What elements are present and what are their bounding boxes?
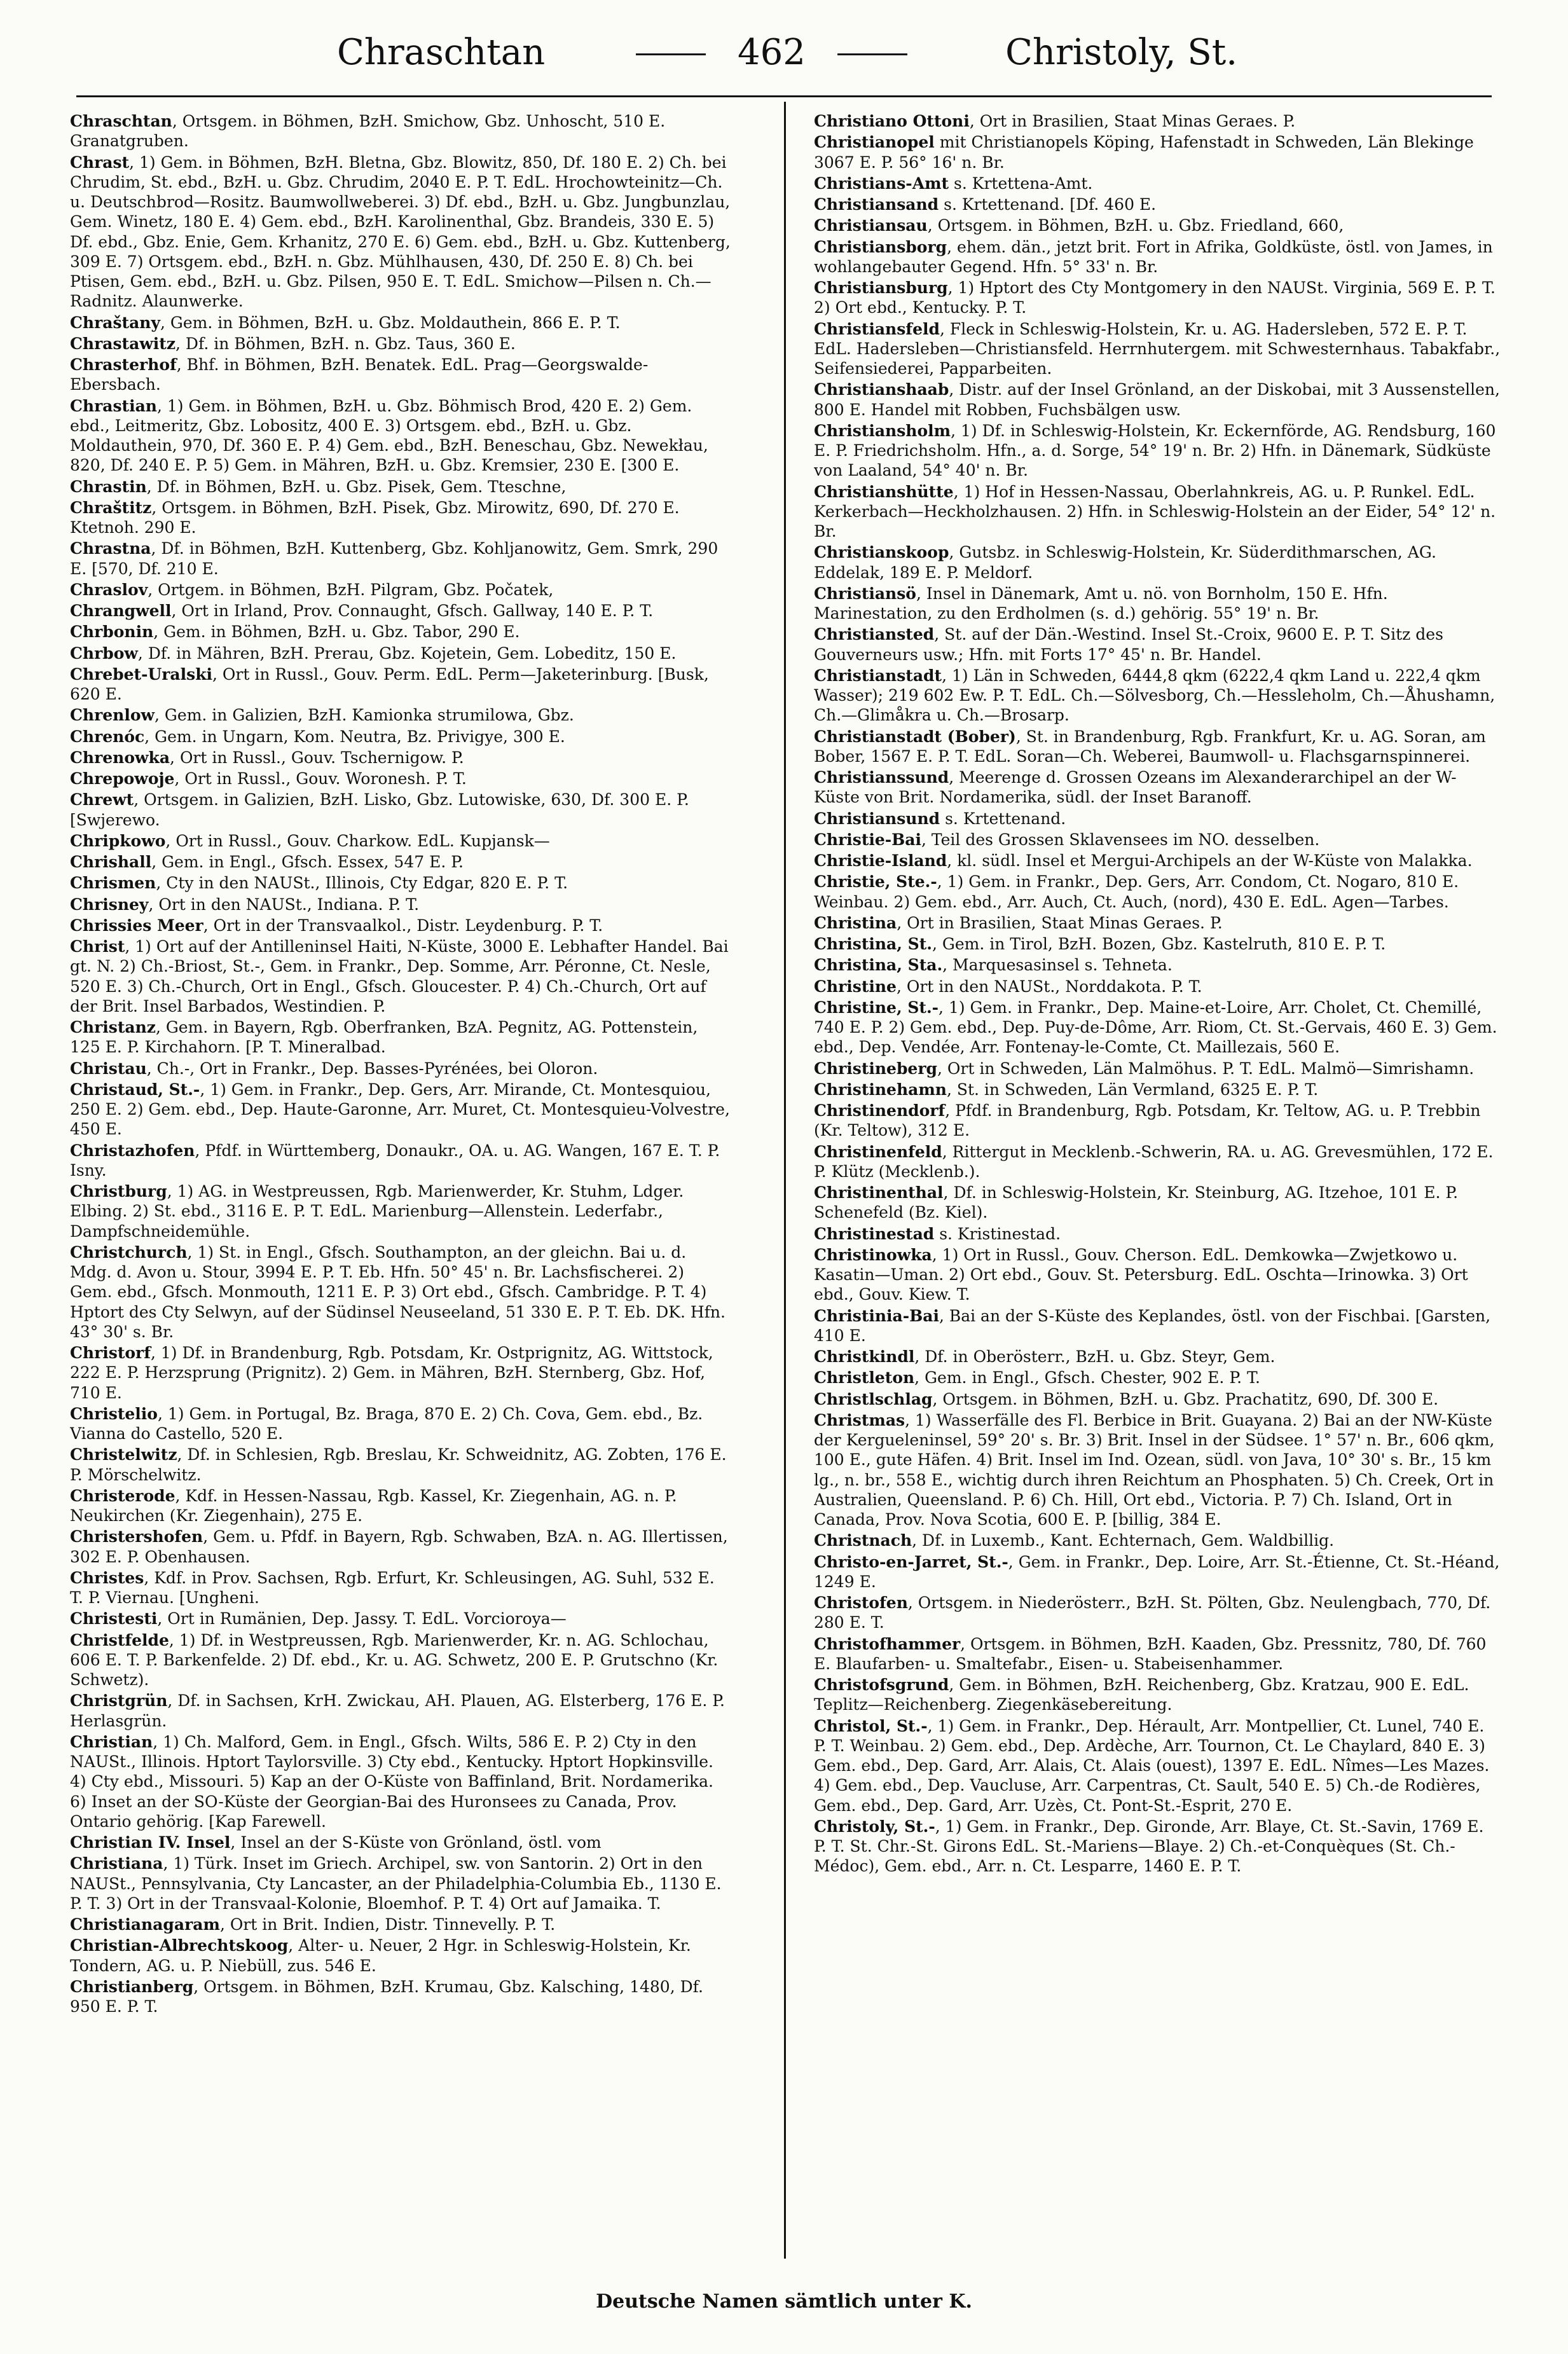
entry-headword: Chrastin — [70, 477, 147, 496]
dictionary-entry — [814, 278, 1501, 318]
dictionary-entry — [70, 1568, 731, 1608]
dictionary-entry — [814, 1552, 1501, 1592]
dictionary-entry — [70, 769, 731, 788]
entry-text: , 1) Hptort des Cty Montgomery in den NAUSt. Virginia, 569 E. P. T. 2) Ort ebd., Kentucky. P. T. — [814, 279, 1496, 317]
entry-text: , 1) Türk. Inset im Griech. Archipel, sw. von Santorin. 2) Ort in den NAUSt., Pennsylvania, Cty Lancaster, an der Philadelphia-Columbia Eb., 1130 E. P. T. 3) Ort in der Transvaal-Kolonie, Bloemhof. P. T. 4) Ort auf Jamaika. T. — [70, 1854, 722, 1913]
entry-text: , Gem. in Frankr., Dep. Loire, Arr. St.-Étienne, Ct. St.-Héand, 1249 E. — [814, 1552, 1500, 1591]
entry-text: , Meerenge d. Grossen Ozeans im Alexanderarchipel an der W-Küste von Brit. Nordamerika, südl. der Inset Baranoff. — [814, 768, 1457, 807]
dictionary-entry — [70, 1527, 731, 1567]
page-footer: Deutsche Namen sämtlich unter K. — [596, 2290, 972, 2313]
entry-text: , Insel in Dänemark, Amt u. nö. von Bornholm, 150 E. Hfn. Marinestation, zu den Erdholmen (s. d.) gehörig. 55° 19' n. Br. — [814, 584, 1388, 623]
entry-headword: Chraštany — [70, 313, 160, 332]
entry-headword: Christina — [814, 913, 897, 932]
dictionary-entry — [70, 916, 731, 935]
entry-headword: Chrewt — [70, 790, 134, 809]
dictionary-entry — [814, 421, 1501, 481]
dictionary-entry — [814, 1101, 1501, 1141]
entry-headword: Chraslov — [70, 580, 148, 599]
entry-text: , 1) Df. in Westpreussen, Rgb. Marienwerder, Kr. n. AG. Schlochau, 606 E. T. P. Barkenfelde. 2) Df. ebd., Kr. u. AG. Schwetz, 200 E. P. Grutschno (Kr. Schwetz). — [70, 1630, 719, 1689]
dictionary-entry — [814, 1347, 1501, 1366]
dictionary-entry — [814, 1675, 1501, 1715]
entry-headword: Chrisney — [70, 895, 149, 914]
entry-text: , Alter- u. Neuer, 2 Hgr. in Schleswig-Holstein, Kr. Tondern, AG. u. P. Niebüll, zus. 546 E. — [70, 1936, 691, 1975]
entry-text: , Gem. in Bayern, Rgb. Oberfranken, BzA. Pegnitz, AG. Pottenstein, 125 E. P. Kirchahorn. [P. T. Mineralbad. — [70, 1018, 698, 1057]
dictionary-entry — [814, 1368, 1501, 1387]
entry-text: , Df. in Mähren, BzH. Prerau, Gbz. Kojetein, Gem. Lobeditz, 150 E. — [137, 644, 677, 663]
entry-text: , Ortsgem. in Böhmen, BzH. Krumau, Gbz. Kalsching, 1480, Df. 950 E. P. T. — [70, 1977, 703, 2016]
dictionary-entry — [814, 1306, 1501, 1346]
column-separator — [784, 102, 786, 2259]
dictionary-entry — [814, 1531, 1501, 1550]
dictionary-entry — [70, 1609, 731, 1628]
entry-headword: Christleton — [814, 1368, 915, 1387]
entry-text: , 1) Df. in Brandenburg, Rgb. Potsdam, Kr. Ostprignitz, AG. Wittstock, 222 E. P. Herzsprung (Prignitz). 2) Gem. in Mähren, BzH. Sternberg, Gbz. Hof, 710 E. — [70, 1344, 713, 1402]
dictionary-entry — [70, 831, 731, 851]
entry-text: , Df. in Schlesien, Rgb. Breslau, Kr. Schweidnitz, AG. Zobten, 176 E. P. Mörschelwitz. — [70, 1445, 727, 1484]
entry-headword: Christinia-Bai — [814, 1306, 939, 1325]
dictionary-entry — [814, 872, 1501, 912]
entry-text: , 1) Gem. in Frankr., Dep. Gers, Arr. Condom, Ct. Nogaro, 810 E. Weinbau. 2) Gem. ebd., Arr. Auch, Ct. Auch, (nord), 430 E. EdL. Agen—Tarbes. — [814, 872, 1459, 911]
entry-headword: Chrast — [70, 153, 130, 172]
right-column — [814, 111, 1501, 2229]
entry-headword: Chrbonin — [70, 623, 154, 642]
dictionary-entry — [814, 1716, 1501, 1815]
entry-headword: Chrissies Meer — [70, 916, 203, 935]
entry-text: mit Christianopels Köping, Hafenstadt in Schweden, Län Blekinge 3067 E. P. 56° 16' n. Br. — [814, 133, 1474, 172]
entry-headword: Christineberg — [814, 1059, 937, 1078]
entry-headword: Christofen — [814, 1593, 908, 1612]
page-number: 462 — [738, 32, 806, 73]
entry-text: , Bai an der S-Küste des Keplandes, östl. von der Fischbai. [Garsten, 410 E. — [814, 1306, 1491, 1345]
dictionary-entry — [814, 1080, 1501, 1099]
entry-text: , Distr. auf der Insel Grönland, an der Diskobai, mit 3 Aussenstellen, 800 E. Handel mit Robben, Fuchsbälgen usw. — [814, 380, 1500, 419]
entry-text: , Df. in Luxemb., Kant. Echternach, Gem. Waldbillig. — [912, 1531, 1335, 1550]
entry-headword: Chrastian — [70, 396, 157, 415]
entry-headword: Christine, St.- — [814, 998, 939, 1017]
entry-headword: Chrenowka — [70, 748, 170, 767]
dictionary-entry — [70, 396, 731, 476]
entry-headword: Christesti — [70, 1609, 158, 1628]
entry-headword: Chrastawitz — [70, 334, 176, 353]
entry-headword: Christianshütte — [814, 482, 954, 501]
dictionary-entry — [814, 1245, 1501, 1305]
dictionary-entry — [70, 601, 731, 621]
entry-text: , Gem. in Böhmen, BzH. u. Gbz. Moldauthein, 866 E. P. T. — [160, 313, 621, 332]
entry-headword: Christiansand — [814, 195, 939, 214]
entry-headword: Christiansö — [814, 584, 916, 603]
left-column — [70, 111, 731, 2229]
entry-headword: Christfelde — [70, 1630, 169, 1649]
entry-text: , 1) Ort auf der Antilleninsel Haiti, N-Küste, 3000 E. Lebhafter Handel. Bai gt. N. 2) Ch.-Briost, St.-, Gem. in Frankr., Dep. Somme, Arr. Péronne, Ct. Nesle, 520 E. 3) Ch.-Church, Ort in Engl., Gfsch. Gloucester. P. 4) Ch.-Church, Ort auf der Brit. Insel Barbados, Westindien. P. — [70, 937, 729, 1015]
dictionary-entry — [814, 174, 1501, 193]
entry-text: , Ort in Schweden, Län Malmöhus. P. T. EdL. Malmö—Simrishamn. — [937, 1059, 1475, 1078]
dictionary-entry — [70, 1630, 731, 1690]
dictionary-entry — [70, 895, 731, 914]
header-right-headword: Christoly, St. — [1005, 32, 1237, 73]
dictionary-entry — [814, 1142, 1501, 1182]
entry-headword: Christelwitz — [70, 1445, 177, 1464]
dictionary-entry — [70, 852, 731, 872]
dictionary-entry — [814, 237, 1501, 277]
dictionary-entry — [814, 1817, 1501, 1876]
entry-headword: Christ — [70, 937, 125, 956]
entry-headword: Christo-en-Jarret, St.- — [814, 1552, 1008, 1571]
entry-headword: Christiana — [70, 1854, 163, 1873]
entry-headword: Christinendorf — [814, 1101, 946, 1120]
dictionary-entry — [70, 1486, 731, 1526]
dictionary-entry — [814, 195, 1501, 214]
entry-text: , St. auf der Dän.-Westind. Insel St.-Croix, 9600 E. P. T. Sitz des Gouverneurs usw.; Hfn. mit Forts 17° 45' n. Br. Handel. — [814, 625, 1443, 664]
dictionary-entry — [70, 664, 731, 705]
dictionary-entry — [814, 666, 1501, 726]
dictionary-entry — [814, 851, 1501, 871]
dictionary-entry — [70, 477, 731, 497]
entry-headword: Chrangwell — [70, 602, 172, 620]
entry-headword: Chrishall — [70, 853, 152, 871]
entry-text: , Rittergut in Mecklenb.-Schwerin, RA. u. AG. Grevesmühlen, 172 E. P. Klütz (Mecklenb.). — [814, 1142, 1494, 1181]
dictionary-entry — [814, 319, 1501, 379]
entry-headword: Christiansborg — [814, 237, 947, 256]
entry-text: , St. in Schweden, Län Vermland, 6325 E. P. T. — [946, 1080, 1319, 1099]
entry-headword: Christian-Albrechtskoog — [70, 1936, 289, 1955]
dictionary-entry — [70, 790, 731, 830]
entry-headword: Chraštitz — [70, 498, 152, 517]
entry-headword: Christanz — [70, 1018, 156, 1036]
entry-headword: Christiansund — [814, 809, 940, 828]
dictionary-entry — [814, 132, 1501, 172]
entry-headword: Christershofen — [70, 1527, 203, 1546]
entry-text: , Insel an der S-Küste von Grönland, östl. vom — [230, 1833, 602, 1852]
entry-headword: Christazhofen — [70, 1141, 195, 1160]
dictionary-entry — [70, 355, 731, 395]
entry-text: s. Krtettenand. — [940, 809, 1066, 828]
entry-text: , Gem. in Ungarn, Kom. Neutra, Bz. Privigye, 300 E. — [144, 727, 565, 746]
entry-text: , 1) Gem. in Böhmen, BzH. u. Gbz. Böhmisch Brod, 420 E. 2) Gem. ebd., Leitmeritz, Gbz. Lobositz, 400 E. 3) Ortsgem. ebd., BzH. u. Gbz. Moldauthein, 970, Df. 360 E. P. 4) Gem. ebd., BzH. Beneschau, Gbz. Newekłau, 820, Df. 240 E. P. 5) Gem. in Mähren, BzH. u. Gbz. Kremsier, 230 E. [300 E. — [70, 396, 708, 475]
entry-text: , 1) Län in Schweden, 6444,8 qkm (6222,4 qkm Land u. 222,4 qkm Wasser); 219 602 Ew. P. T. EdL. Ch.—Sölvesborg, Ch.—Hessleholm, Ch.—Åhushamn, Ch.—Glimåkra u. Ch.—Brosarp. — [814, 666, 1496, 725]
entry-headword: Christiansfeld — [814, 319, 940, 338]
entry-text: , 1) Gem. in Portugal, Bz. Braga, 870 E. 2) Ch. Cova, Gem. ebd., Bz. Vianna do Castello, 520 E. — [70, 1404, 703, 1443]
entry-headword: Christlschlag — [814, 1389, 933, 1408]
entry-text: , Ortsgem. in Galizien, BzH. Lisko, Gbz. Lutowiske, 630, Df. 300 E. P. [Swjerewo. — [70, 790, 689, 829]
entry-text: , 1) AG. in Westpreussen, Rgb. Marienwerder, Kr. Stuhm, Ldger. Elbing. 2) St. ebd., 3116 E. P. T. EdL. Marienburg—Allenstein. Lederfabr., Dampfschneidemühle. — [70, 1182, 684, 1241]
dictionary-entry — [814, 1593, 1501, 1633]
dictionary-entry — [70, 705, 731, 725]
entry-headword: Christie-Island — [814, 851, 947, 870]
dictionary-entry — [70, 539, 731, 579]
entry-headword: Chrastna — [70, 539, 151, 558]
entry-text: , 1) Ch. Malford, Gem. in Engl., Gfsch. Wilts, 586 E. P. 2) Cty in den NAUSt., Illinois. Hptort Taylorsville. 3) Cty ebd., Kentucky. Hptort Hopkinsville. 4) Cty ebd., Missouri. 5) Kap an der O-Küste von Baffinland, Brit. Nordamerika. 6) Inset an der SO-Küste der Georgian-Bai des Huronsees zu Canada, Prov. Ontario gehörig. [Kap Farewell. — [70, 1732, 713, 1831]
entry-headword: Christinenfeld — [814, 1142, 942, 1161]
dictionary-entry — [814, 830, 1501, 850]
entry-text: , Ortsgem. in Böhmen, BzH. Pisek, Gbz. Mirowitz, 690, Df. 270 E. Ktetnoh. 290 E. — [70, 498, 680, 537]
entry-text: , Ort in den NAUSt., Indiana. P. T. — [148, 895, 420, 914]
entry-headword: Christianberg — [70, 1977, 194, 1996]
entry-text: s. Krtettenand. [Df. 460 E. — [939, 195, 1157, 214]
dictionary-entry — [814, 1410, 1501, 1530]
entry-headword: Christiano Ottoni — [814, 112, 970, 130]
dictionary-entry — [814, 727, 1501, 767]
dictionary-entry — [814, 1183, 1501, 1223]
dictionary-entry — [70, 1936, 731, 1976]
dictionary-entry — [70, 580, 731, 600]
dictionary-entry — [814, 1634, 1501, 1674]
entry-text: , Ort in Brasilien, Staat Minas Geraes. P. — [969, 112, 1296, 130]
entry-headword: Christes — [70, 1568, 144, 1587]
entry-text: , 1) Ort in Russl., Gouv. Cherson. EdL. Demkowka—Zwjetkowo u. Kasatin—Uman. 2) Ort ebd., Gouv. St. Petersburg. EdL. Oschta—Irinowka. 3) Ort ebd., Gouv. Kiew. T. — [814, 1245, 1468, 1304]
dictionary-entry — [70, 1141, 731, 1181]
entry-headword: Christau — [70, 1059, 147, 1078]
entry-text: , 1) Gem. in Frankr., Dep. Gers, Arr. Mirande, Ct. Montesquiou, 250 E. 2) Gem. ebd., Dep. Haute-Garonne, Arr. Muret, Ct. Montesquieu-Volvestre, 450 E. — [70, 1080, 730, 1139]
entry-headword: Christie, Ste.- — [814, 872, 937, 891]
dictionary-entry — [70, 1404, 731, 1444]
entry-headword: Christoly, St.- — [814, 1817, 935, 1836]
entry-headword: Christinowka — [814, 1245, 932, 1264]
dictionary-entry — [814, 1389, 1501, 1409]
entry-text: , Ort in Russl., Gouv. Perm. EdL. Perm—Jaketerinburg. [Busk, 620 E. — [70, 664, 709, 703]
dictionary-entry — [814, 380, 1501, 420]
entry-text: , ehem. dän., jetzt brit. Fort in Afrika, Goldküste, östl. von James, in wohlangebauter Gegend. Hfn. 5° 33' n. Br. — [814, 237, 1493, 276]
entry-headword: Christianssund — [814, 768, 949, 787]
dictionary-entry — [814, 998, 1501, 1057]
dictionary-entry — [70, 1732, 731, 1831]
dictionary-entry — [814, 1059, 1501, 1078]
entry-text: , Df. in Böhmen, BzH. n. Gbz. Taus, 360 E. — [175, 334, 516, 353]
entry-headword: Christian IV. Insel — [70, 1833, 231, 1852]
entry-text: , 1) Gem. in Frankr., Dep. Hérault, Arr. Montpellier, Ct. Lunel, 740 E. P. T. Weinbau. 2) Gem. ebd., Dep. Ardèche, Arr. Tournon, Ct. Le Chaylard, 840 E. 3) Gem. ebd., Dep. Gard, Arr. Alais, Ct. Alais (ouest), 1397 E. EdL. Nîmes—Les Mazes. 4) Gem. ebd., Dep. Vaucluse, Arr. Carpentras, Ct. Sault, 540 E. 5) Ch.-de Rodières, Gem. ebd., Dep. Gard, Arr. Uzès, Ct. Pont-St.-Esprit, 270 E. — [814, 1716, 1490, 1815]
entry-text: , Ort in Russl., Gouv. Charkow. EdL. Kupjansk— — [165, 831, 550, 850]
entry-text: , 1) Gem. in Frankr., Dep. Gironde, Arr. Blaye, Ct. St.-Savin, 1769 E. P. T. St. Chr.-St. Girons EdL. St.-Mariens—Blaye. 2) Ch.-et-Conquèques (St. Ch.-Médoc), Gem. ebd., Arr. n. Ct. Lesparre, 1460 E. P. T. — [814, 1817, 1484, 1876]
entry-text: , Ortsgem. in Niederösterr., BzH. St. Pölten, Gbz. Neulengbach, 770, Df. 280 E. T. — [814, 1593, 1491, 1632]
dictionary-entry — [70, 1343, 731, 1403]
entry-text: , Kdf. in Prov. Sachsen, Rgb. Erfurt, Kr. Schleusingen, AG. Suhl, 532 E. T. P. Viernau. [Ungheni. — [70, 1568, 715, 1607]
entry-text: , Ort in Rumänien, Dep. Jassy. T. EdL. Vorcioroya— — [157, 1609, 567, 1628]
entry-text: , Gem. in Engl., Gfsch. Chester, 902 E. P. T. — [914, 1368, 1260, 1387]
entry-text: , Ort in der Transvaalkol., Distr. Leydenburg. P. T. — [203, 916, 603, 935]
header-left-headword: Chraschtan — [337, 32, 546, 73]
dictionary-entry — [814, 624, 1501, 664]
entry-headword: Christianshaab — [814, 380, 949, 399]
dictionary-entry — [70, 1833, 731, 1852]
entry-text: , Df. in Oberösterr., BzH. u. Gbz. Steyr, Gem. — [914, 1347, 1276, 1366]
entry-text: , kl. südl. Insel et Mergui-Archipels an der W-Küste von Malakka. — [947, 851, 1473, 870]
entry-text: , Ort in Brit. Indien, Distr. Tinnevelly. P. T. — [219, 1915, 556, 1934]
entry-headword: Christnach — [814, 1531, 912, 1550]
dictionary-entry — [70, 1080, 731, 1139]
dictionary-entry — [70, 1854, 731, 1913]
entry-headword: Christchurch — [70, 1242, 188, 1262]
entry-text: , Ortsgem. in Böhmen, BzH. u. Gbz. Prachatitz, 690, Df. 300 E. — [932, 1389, 1439, 1408]
entry-text: , Gem. u. Pfdf. in Bayern, Rgb. Schwaben, BzA. n. AG. Illertissen, 302 E. P. Obenhausen. — [70, 1527, 728, 1566]
dictionary-entry — [814, 584, 1501, 624]
dictionary-entry — [70, 334, 731, 354]
entry-headword: Christiansted — [814, 625, 935, 644]
entry-headword: Christinestad — [814, 1224, 935, 1243]
entry-text: , Gem. in Böhmen, BzH. u. Gbz. Tabor, 290 E. — [153, 623, 520, 642]
entry-headword: Chrbow — [70, 644, 138, 663]
entry-headword: Christmas — [814, 1410, 905, 1429]
dictionary-entry — [814, 542, 1501, 582]
entry-text: , 1) Wasserfälle des Fl. Berbice in Brit. Guayana. 2) Bai an der NW-Küste der Kergueleninsel, 59° 20' s. Br. 3) Brit. Insel in der Südsee. 1° 57' n. Br., 606 qkm, 100 E., gute Häfen. 4) Brit. Insel im Ind. Ozean, südl. von Java, 10° 30' s. Br., 15 km lg., n. br., 558 E., wichtig durch ihren Reichtum an Phosphaten. 5) Ch. Creek, Ort in Australien, Queensland. P. 6) Ch. Hill, Ort ebd., Victoria. P. 7) Ch. Island, Ort in Canada, Prov. Nova Scotia, 600 E. P. [billig, 384 E. — [814, 1410, 1495, 1529]
dictionary-entry — [70, 1181, 731, 1241]
dictionary-entry — [70, 111, 731, 151]
entry-headword: Christofhammer — [814, 1634, 961, 1653]
entry-headword: Christelio — [70, 1404, 158, 1423]
entry-text: , Ch.-, Ort in Frankr., Dep. Basses-Pyrénées, bei Oloron. — [146, 1059, 598, 1078]
entry-text: , 1) Gem. in Frankr., Dep. Maine-et-Loire, Arr. Cholet, Ct. Chemillé, 740 E. P. 2) Gem. ebd., Dep. Puy-de-Dôme, Arr. Riom, Ct. St.-Gervais, 460 E. 3) Gem. ebd., Dep. Vendée, Arr. Fontenay-le-Comte, Ct. Maillezais, 560 E. — [814, 998, 1497, 1057]
entry-text: , Bhf. in Böhmen, BzH. Benatek. EdL. Prag—Georgswalde-Ebersbach. — [70, 355, 649, 394]
entry-headword: Christofsgrund — [814, 1676, 949, 1694]
entry-headword: Chraschtan — [70, 112, 172, 130]
dictionary-entry — [814, 809, 1501, 829]
dictionary-entry — [70, 644, 731, 663]
entry-headword: Christians-Amt — [814, 174, 949, 193]
dictionary-entry — [814, 482, 1501, 542]
dictionary-entry — [814, 934, 1501, 954]
entry-text: , Gem. in Engl., Gfsch. Essex, 547 E. P. — [151, 853, 464, 871]
entry-headword: Christianstadt — [814, 666, 942, 685]
dictionary-entry — [814, 1224, 1501, 1244]
dictionary-entry — [70, 498, 731, 538]
dictionary-entry — [70, 748, 731, 767]
entry-text: , Df. in Böhmen, BzH. u. Gbz. Pisek, Gem. Tteschne, — [146, 477, 567, 496]
entry-headword: Christburg — [70, 1182, 167, 1201]
dictionary-entry — [70, 1691, 731, 1731]
dictionary-entry — [70, 937, 731, 1016]
entry-headword: Christianstadt (Bober) — [814, 727, 1016, 746]
entry-headword: Christian — [70, 1732, 153, 1751]
dictionary-entry — [70, 153, 731, 312]
dictionary-entry — [70, 313, 731, 333]
dictionary-entry — [70, 1977, 731, 2017]
entry-text: , Ort in Brasilien, Staat Minas Geraes. P. — [897, 913, 1223, 932]
header-rule — [76, 95, 1492, 97]
entry-text: , Gem. in Böhmen, BzH. Reichenberg, Gbz. Kratzau, 900 E. EdL. Teplitz—Reichenberg. Ziegenkäsebereitung. — [814, 1676, 1469, 1714]
entry-text: , Ort in Irland, Prov. Connaught, Gfsch. Gallway, 140 E. P. T. — [171, 602, 654, 620]
entry-text: , Df. in Schleswig-Holstein, Kr. Steinburg, AG. Itzehoe, 101 E. P. Schenefeld (Bz. Kiel). — [814, 1183, 1459, 1222]
entry-headword: Christgrün — [70, 1691, 168, 1710]
entry-headword: Christianskoop — [814, 543, 949, 562]
entry-headword: Chrasterhof — [70, 355, 177, 374]
entry-headword: Chrismen — [70, 874, 156, 893]
entry-text: s. Kristinestad. — [934, 1224, 1061, 1243]
entry-text: , Df. in Böhmen, BzH. Kuttenberg, Gbz. Kohljanowitz, Gem. Smrk, 290 E. [570, Df. 210 E. — [70, 539, 719, 578]
entry-headword: Christkindl — [814, 1347, 915, 1366]
dictionary-entry — [70, 727, 731, 747]
dictionary-entry — [70, 1059, 731, 1078]
entry-headword: Chrepowoje — [70, 769, 175, 788]
entry-text: , Cty in den NAUSt., Illinois, Cty Edgar, 820 E. P. T. — [156, 874, 568, 893]
entry-text: , Gem. in Galizien, BzH. Kamionka strumilowa, Gbz. — [155, 706, 574, 725]
dictionary-entry — [70, 1242, 731, 1342]
entry-headword: Chrebet-Uralski — [70, 664, 213, 684]
entry-text: , Teil des Grossen Sklavensees im NO. desselben. — [921, 830, 1320, 849]
entry-text: , Gutsbz. in Schleswig-Holstein, Kr. Süderdithmarschen, AG. Eddelak, 189 E. P. Meldorf. — [814, 543, 1436, 582]
entry-text: , Fleck in Schleswig-Holstein, Kr. u. AG. Hadersleben, 572 E. P. T. EdL. Hadersleben—Christiansfeld. Herrnhutergem. mit Schwesternhaus. Tabakfabr., Seifensiederei, Papparbeiten. — [814, 319, 1501, 378]
entry-headword: Christol, St.- — [814, 1716, 928, 1735]
entry-text: s. Krtettena-Amt. — [949, 174, 1093, 193]
entry-text: , Ortsgem. in Böhmen, BzH. Smichow, Gbz. Unhoscht, 510 E. Granatgruben. — [70, 112, 666, 151]
entry-text: , Gem. in Tirol, BzH. Bozen, Gbz. Kastelruth, 810 E. P. T. — [932, 935, 1386, 953]
entry-headword: Chrenlow — [70, 706, 155, 725]
entry-headword: Christine — [814, 977, 897, 996]
entry-text: , Ortsgem. in Böhmen, BzH. u. Gbz. Friedland, 660, — [927, 216, 1344, 235]
dictionary-entry — [814, 767, 1501, 808]
entry-headword: Christianopel — [814, 133, 935, 152]
entry-text: , 1) Df. in Schleswig-Holstein, Kr. Eckernförde, AG. Rendsburg, 160 E. P. Friedrichsholm. Hfn., a. d. Sorge, 54° 19' n. Br. 2) Hfn. in Dänemark, Südküste von Laaland, 54° 40' n. Br. — [814, 421, 1496, 480]
entry-text: , Ort in den NAUSt., Norddakota. P. T. — [896, 977, 1202, 996]
entry-text: , 1) Hof in Hessen-Nassau, Oberlahnkreis, AG. u. P. Runkel. EdL. Kerkerbach—Heckholzhausen. 2) Hfn. in Schleswig-Holstein an der Eider, 54° 12' n. Br. — [814, 482, 1496, 540]
entry-text: , Marquesasinsel s. Tehneta. — [942, 956, 1173, 975]
entry-headword: Christina, St. — [814, 935, 932, 953]
entry-headword: Christianagaram — [70, 1915, 220, 1934]
entry-text: , Df. in Sachsen, KrH. Zwickau, AH. Plauen, AG. Elsterberg, 176 E. P. Herlasgrün. — [70, 1691, 725, 1730]
page-header — [76, 25, 1492, 95]
dictionary-entry — [70, 873, 731, 893]
dictionary-entry — [70, 1017, 731, 1057]
dictionary-entry — [70, 622, 731, 642]
dictionary-entry — [814, 977, 1501, 996]
entry-headword: Christie-Bai — [814, 830, 921, 849]
entry-text: , Ortsgem. in Böhmen, BzH. Kaaden, Gbz. Pressnitz, 780, Df. 760 E. Blaufarben- u. Smaltefabr., Eisen- u. Stabeisenhammer. — [814, 1634, 1487, 1673]
entry-text: , Ort in Russl., Gouv. Woronesh. P. T. — [174, 769, 467, 788]
entry-headword: Christinenthal — [814, 1183, 944, 1202]
dictionary-entry — [814, 955, 1501, 975]
entry-text: , Ort in Russl., Gouv. Tschernigow. P. — [170, 748, 464, 767]
entry-text: , 1) Gem. in Böhmen, BzH. Bletna, Gbz. Blowitz, 850, Df. 180 E. 2) Ch. bei Chrudim, St. ebd., BzH. u. Gbz. Chrudim, 2040 E. P. T. EdL. Hrochowteinitz—Ch. u. Deutschbrod—Rositz. Baumwollweberei. 3) Df. ebd., BzH. u. Gbz. Jungbunzlau, Gem. Winetz, 180 E. 4) Gem. ebd., BzH. Karolinenthal, Gbz. Brandeis, 330 E. 5) Df. ebd., Gbz. Enie, Gem. Krhanitz, 270 E. 6) Gem. ebd., BzH. u. Gbz. Kuttenberg, 309 E. 7) Ortsgem. ebd., BzH. n. Gbz. Mühlhausen, 430, Df. 250 E. 8) Ch. bei Ptisen, Gem. ebd., BzH. u. Gbz. Pilsen, 950 E. T. EdL. Smichow—Pilsen n. Ch.—Radnitz. Alaunwerke. — [70, 153, 731, 311]
entry-text: , 1) St. in Engl., Gfsch. Southampton, an der gleichn. Bai u. d. Mdg. d. Avon u. Stour, 3994 E. P. T. Eb. Hfn. 50° 45' n. Br. Lachsfischerei. 2) Gem. ebd., Gfsch. Monmouth, 1211 E. P. 3) Ort ebd., Gfsch. Cambridge. P. T. 4) Hptort des Cty Selwyn, auf der Südinsel Neuseeland, 51 330 E. P. T. Eb. DK. Hfn. 43° 30' s. Br. — [70, 1242, 726, 1341]
entry-headword: Christiansholm — [814, 421, 951, 440]
entry-headword: Christerode — [70, 1486, 175, 1505]
dictionary-entry — [814, 216, 1501, 235]
dictionary-entry — [814, 111, 1501, 131]
entry-headword: Christiansburg — [814, 279, 948, 297]
entry-headword: Chrenóc — [70, 727, 145, 746]
entry-headword: Christina, Sta. — [814, 956, 943, 975]
entry-headword: Christiansau — [814, 216, 928, 235]
entry-headword: Christaud, St.- — [70, 1080, 200, 1099]
dictionary-entry — [70, 1915, 731, 1934]
entry-headword: Christorf — [70, 1344, 151, 1362]
dictionary-entry — [70, 1445, 731, 1485]
entry-text: , St. in Brandenburg, Rgb. Frankfurt, Kr. u. AG. Soran, am Bober, 1567 E. P. T. EdL. Soran—Ch. Weberei, Baumwoll- u. Flachsgarnspinnerei. — [814, 727, 1486, 766]
entry-text: , Pfdf. in Brandenburg, Rgb. Potsdam, Kr. Teltow, AG. u. P. Trebbin (Kr. Teltow), 312 E. — [814, 1101, 1481, 1140]
entry-text: , Ortgem. in Böhmen, BzH. Pilgram, Gbz. Počatek, — [148, 580, 554, 599]
dictionary-entry — [814, 913, 1501, 933]
entry-text: , Pfdf. in Württemberg, Donaukr., OA. u. AG. Wangen, 167 E. T. P. Isny. — [70, 1141, 720, 1180]
entry-headword: Christinehamn — [814, 1080, 947, 1099]
entry-text: , Kdf. in Hessen-Nassau, Rgb. Kassel, Kr. Ziegenhain, AG. n. P. Neukirchen (Kr. Ziegenhain), 275 E. — [70, 1486, 677, 1525]
entry-headword: Chripkowo — [70, 831, 166, 850]
